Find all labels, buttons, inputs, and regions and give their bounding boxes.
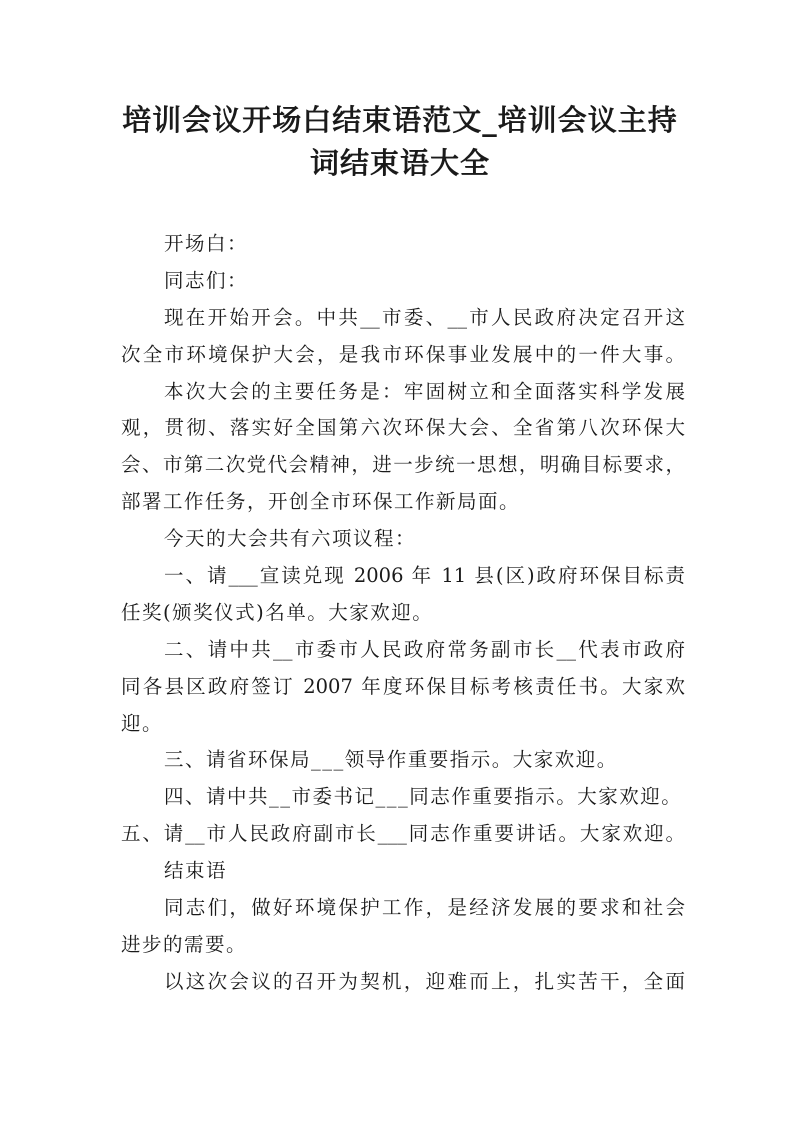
paragraph-line: 本次大会的主要任务是：牢固树立和全面落实科学发展 — [164, 379, 685, 403]
paragraph-line: 进步的需要。 — [121, 932, 248, 956]
paragraph-line: 部署工作任务，开创全市环保工作新局面。 — [121, 490, 521, 514]
agenda-item-3: 三、请省环保局___领导作重要指示。大家欢迎。 — [164, 748, 618, 772]
heading-opening: 开场白： — [164, 232, 249, 255]
agenda-item-2-cont: 迎。 — [121, 711, 164, 735]
document-title-line-2: 词结束语大全 — [309, 146, 490, 180]
paragraph-line: 同志们，做好环境保护工作，是经济发展的要求和社会 — [164, 896, 685, 920]
document-body — [121, 226, 685, 1001]
paragraph-line: 以这次会议的召开为契机，迎难而上，扎实苦干，全面 — [164, 969, 685, 993]
document-title-line-1: 培训会议开场白结束语范文_培训会议主持 — [122, 103, 678, 137]
agenda-item-1-cont: 任奖(颁奖仪式)名单。大家欢迎。 — [121, 600, 434, 624]
agenda-item-4: 四、请中共__市委书记___同志作重要指示。大家欢迎。 — [164, 785, 683, 809]
agenda-intro: 今天的大会共有六项议程： — [164, 527, 417, 551]
paragraph-line: 次全市环境保护大会，是我市环保事业发展中的一件大事。 — [121, 342, 685, 366]
paragraph-line: 会、市第二次党代会精神，进一步统一思想，明确目标要求， — [121, 453, 685, 477]
heading-closing: 结束语 — [164, 859, 228, 883]
agenda-item-2: 二、请中共__市委市人民政府常务副市长__代表市政府 — [164, 637, 685, 661]
paragraph-line: 现在开始开会。中共__市委、__市人民政府决定召开这 — [164, 305, 685, 329]
paragraph-line: 观，贯彻、落实好全国第六次环保大会、全省第八次环保大 — [121, 416, 685, 440]
agenda-item-1: 一、请___宣读兑现 2006 年 11 县(区)政府环保目标责 — [164, 564, 685, 588]
agenda-item-5: 五、请__市人民政府副市长___同志作重要讲话。大家欢迎。 — [121, 822, 685, 846]
agenda-item-2-cont: 同各县区政府签订 2007 年度环保目标考核责任书。大家欢 — [121, 674, 685, 698]
salutation: 同志们： — [164, 268, 249, 292]
